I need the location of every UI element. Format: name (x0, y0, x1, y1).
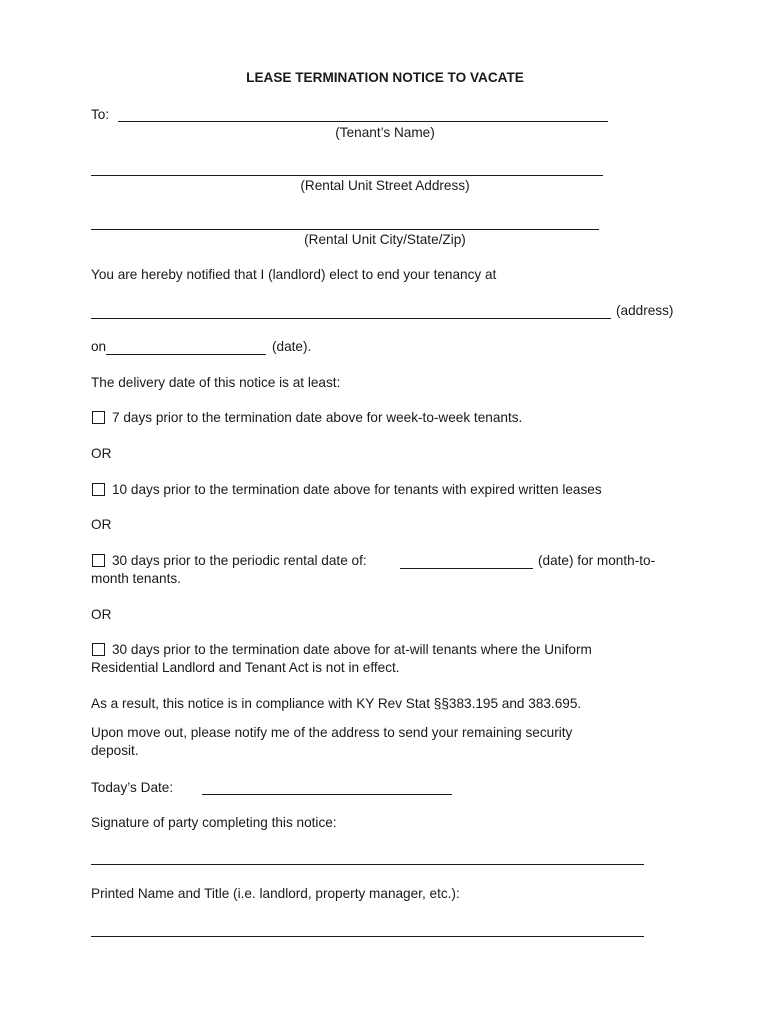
checkbox-30-days-periodic[interactable] (92, 554, 105, 567)
notice-intro-text: You are hereby notified that I (landlord) elect to end your tenancy at (91, 267, 497, 282)
tenant-name-caption: (Tenant’s Name) (335, 125, 435, 140)
address-label: (address) (616, 303, 674, 318)
date-label: (date). (272, 339, 312, 354)
on-label: on (91, 339, 107, 354)
option-7-days-text: 7 days prior to the termination date above for week-to-week tenants. (112, 410, 523, 425)
signature-field[interactable] (91, 864, 644, 865)
street-address-field[interactable] (91, 175, 603, 176)
periodic-rental-date-field[interactable] (400, 568, 533, 569)
moveout-text: Upon move out, please notify me of the address to send your remaining security (91, 725, 573, 740)
termination-date-field[interactable] (106, 354, 266, 355)
or-separator: OR (91, 517, 112, 532)
signature-label: Signature of party completing this notice: (91, 815, 337, 830)
city-state-zip-caption: (Rental Unit City/State/Zip) (304, 232, 466, 247)
option-30-days-periodic-text: 30 days prior to the periodic rental date of: (112, 553, 367, 568)
todays-date-field[interactable] (202, 794, 452, 795)
moveout-text-continuation: deposit. (91, 743, 139, 758)
option-30-days-at-will-text: 30 days prior to the termination date above for at-will tenants where the Uniform (112, 642, 592, 657)
checkbox-7-days[interactable] (92, 411, 105, 424)
option-10-days-text: 10 days prior to the termination date above for tenants with expired written leases (112, 482, 602, 497)
or-separator: OR (91, 607, 112, 622)
option-30-days-at-will-continuation: Residential Landlord and Tenant Act is not in effect. (91, 660, 400, 675)
option-30-days-periodic-date-label: (date) for month-to- (538, 553, 656, 568)
printed-name-field[interactable] (91, 936, 644, 937)
or-separator: OR (91, 446, 112, 461)
city-state-zip-field[interactable] (91, 229, 599, 230)
todays-date-label: Today’s Date: (91, 780, 174, 795)
checkbox-10-days[interactable] (92, 483, 105, 496)
compliance-text: As a result, this notice is in compliance with KY Rev Stat §§383.195 and 383.695. (91, 696, 582, 711)
document-title: LEASE TERMINATION NOTICE TO VACATE (246, 70, 524, 85)
printed-name-label: Printed Name and Title (i.e. landlord, property manager, etc.): (91, 886, 460, 901)
street-address-caption: (Rental Unit Street Address) (300, 178, 470, 193)
to-label: To: (91, 107, 110, 122)
option-30-days-periodic-continuation: month tenants. (91, 571, 181, 586)
delivery-text: The delivery date of this notice is at least: (91, 375, 341, 390)
checkbox-30-days-at-will[interactable] (92, 643, 105, 656)
termination-address-field[interactable] (91, 318, 611, 319)
tenant-name-field[interactable] (118, 121, 608, 122)
